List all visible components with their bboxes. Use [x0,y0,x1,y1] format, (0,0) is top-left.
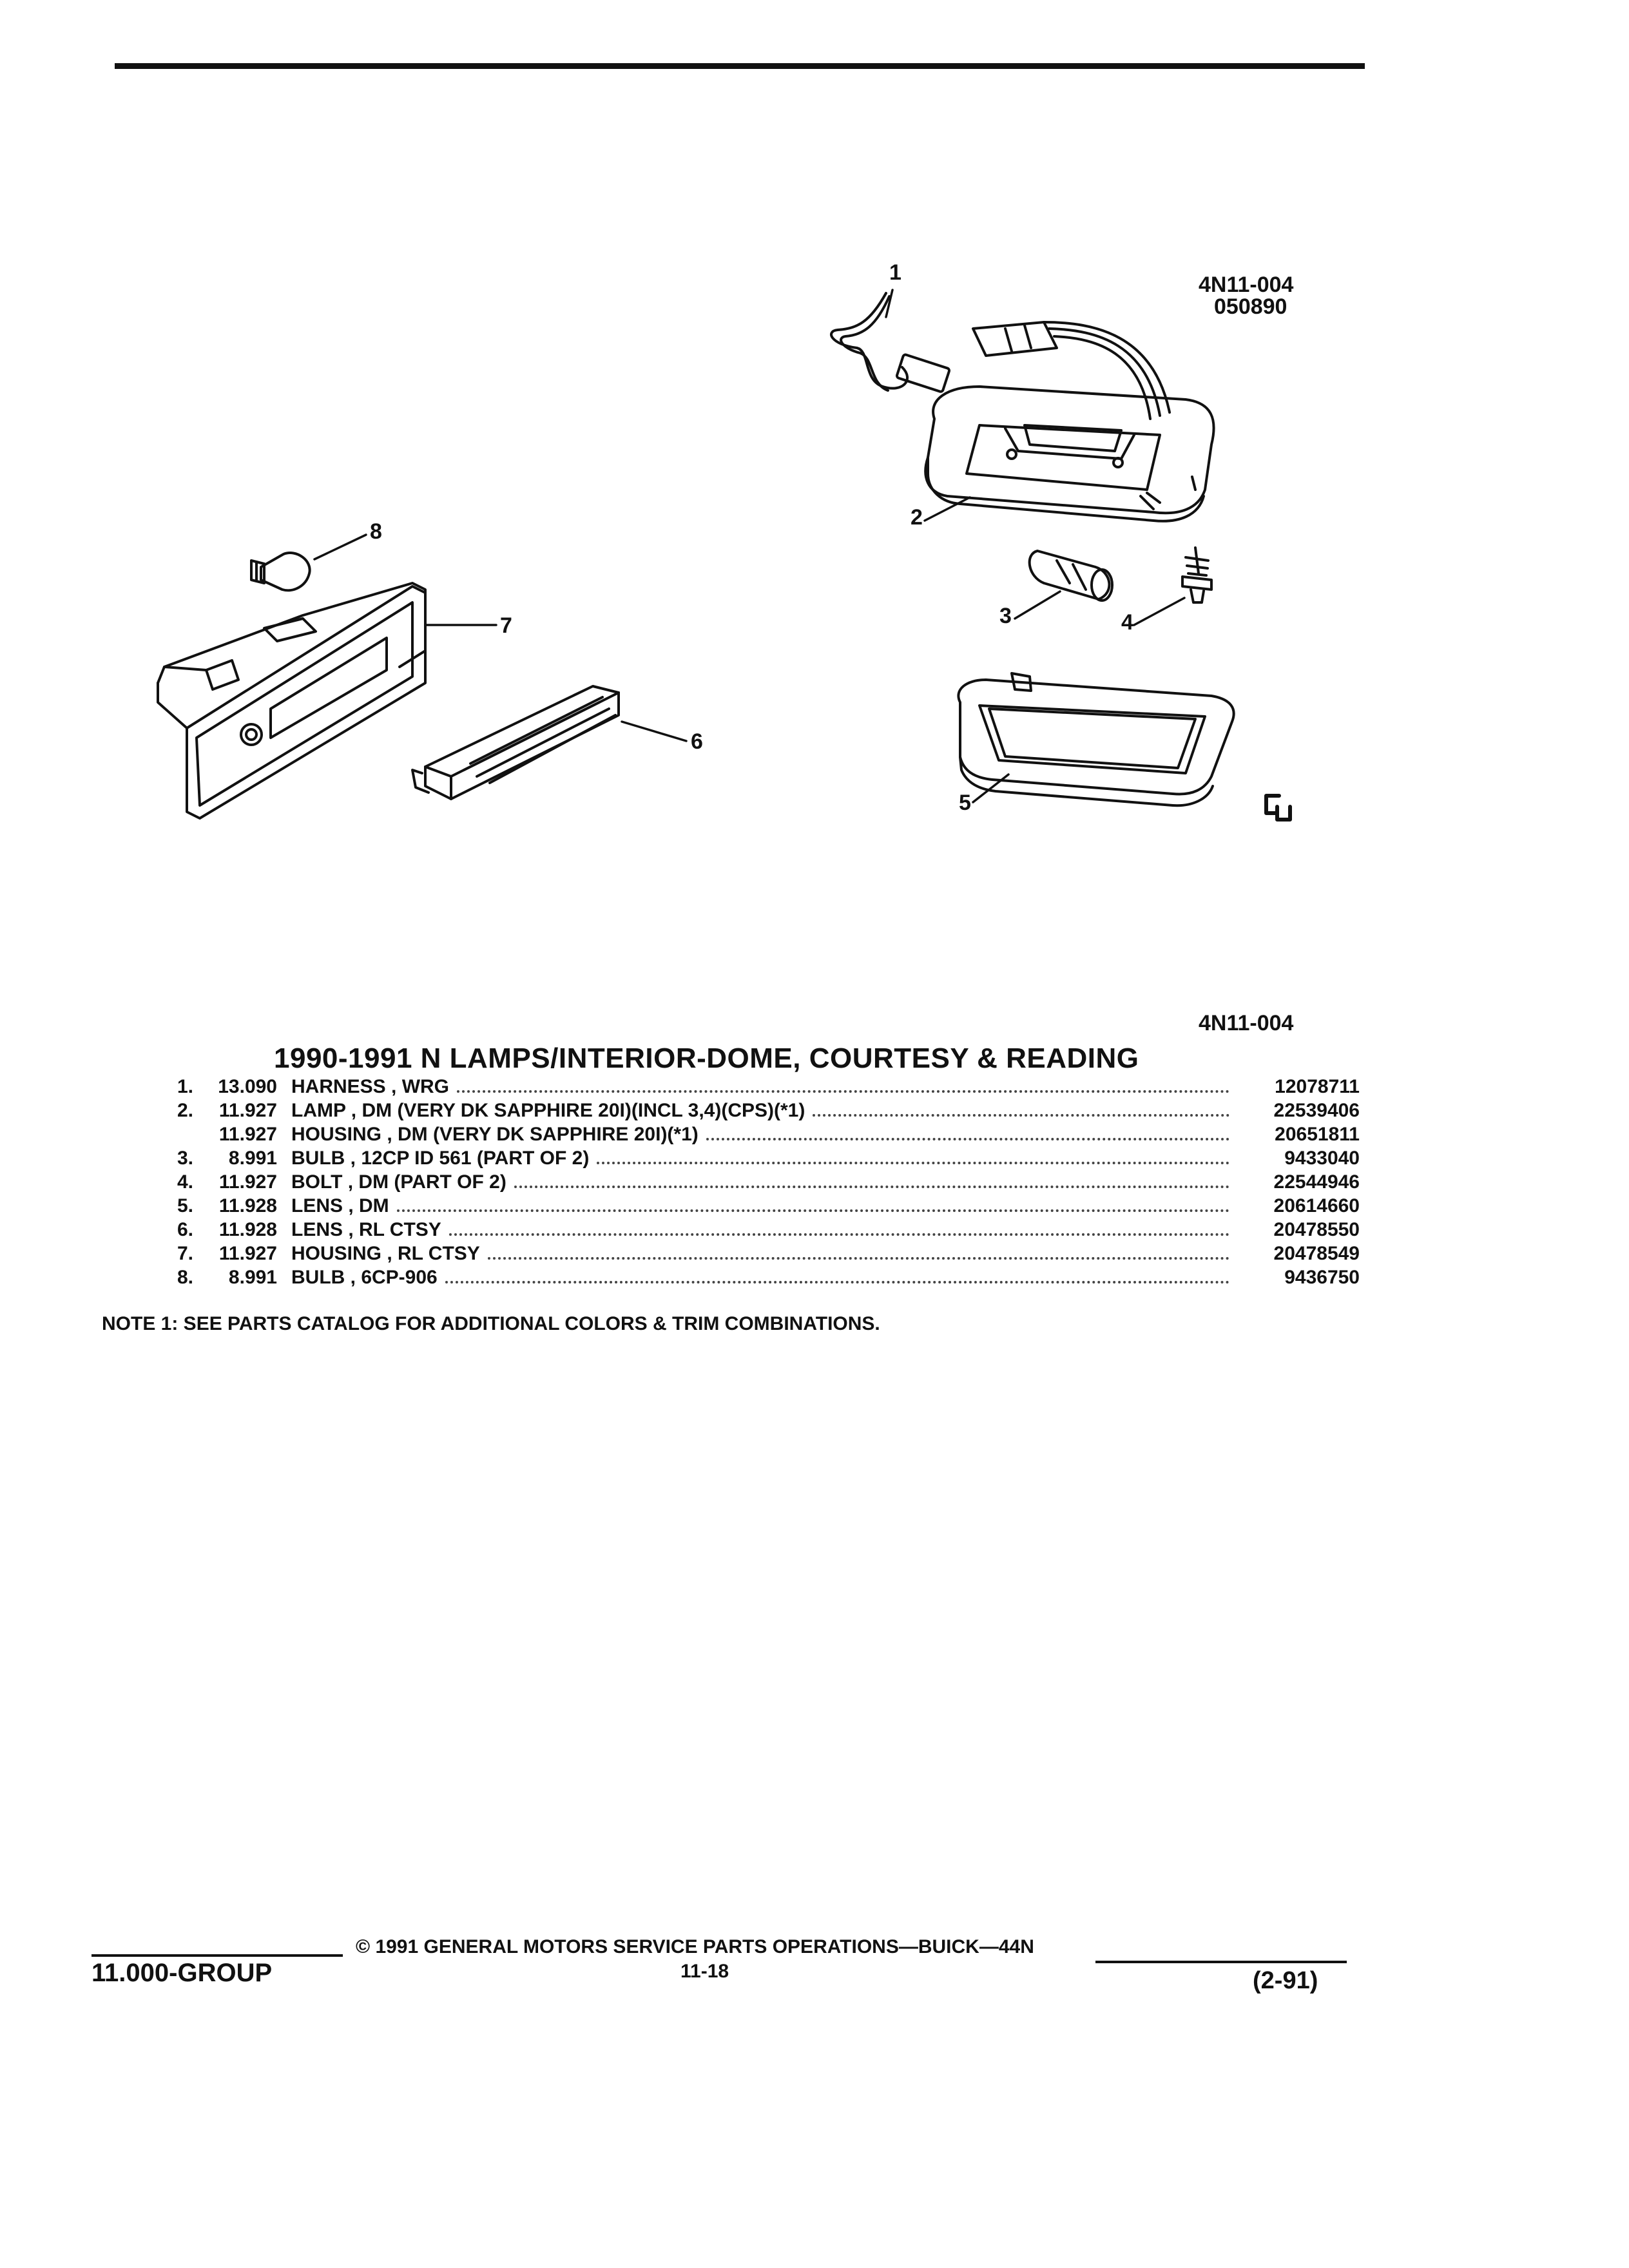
harness-drawing [831,293,1170,419]
group-number: 11.927 [218,1243,277,1264]
courtesy-bulb-drawing [251,553,310,590]
parts-row [161,1218,1360,1242]
courtesy-housing-drawing [158,583,425,818]
group-number: 8.991 [228,1148,277,1169]
part-number: 20614660 [1273,1195,1360,1216]
part-number: 20478549 [1273,1243,1360,1264]
part-description: LENS , DM [291,1195,389,1216]
item-number: 7. [177,1243,193,1264]
part-description: LENS , RL CTSY [291,1219,441,1240]
part-number: 12078711 [1275,1076,1360,1097]
leader-dots [397,1209,1229,1212]
part-description: HOUSING , RL CTSY [291,1243,480,1264]
dome-bulb-drawing [1030,551,1112,601]
leader-dots [445,1281,1229,1283]
callout-6: 6 [691,729,703,754]
footer-group: 11.000-GROUP [92,1959,273,1987]
dome-lens-drawing [958,673,1233,805]
item-number: 5. [177,1195,193,1216]
figure-id: 4N11-004 [1199,273,1294,297]
group-number: 13.090 [218,1076,277,1097]
callout-2: 2 [911,505,923,530]
courtesy-lens-drawing [412,686,619,799]
callout-8: 8 [370,519,382,544]
parts-row [161,1194,1360,1218]
footer-copyright: © 1991 GENERAL MOTORS SERVICE PARTS OPERATIONS—BUICK—44N [356,1936,1034,1957]
footer-page-number: 11-18 [680,1961,729,1982]
callout-1: 1 [889,260,901,285]
leader-lines [314,290,1184,802]
parts-row [161,1122,1360,1146]
part-description: HARNESS , WRG [291,1076,450,1097]
figure-date-code: 050890 [1214,294,1287,319]
footer-date: (2-91) [1253,1967,1318,1994]
callout-7: 7 [500,613,512,638]
leader-dots [457,1090,1229,1093]
part-number: 20478550 [1273,1219,1360,1240]
parts-row [161,1170,1360,1194]
callout-5: 5 [959,791,971,815]
part-description: BULB , 6CP-906 [291,1267,438,1288]
group-number: 11.928 [218,1195,277,1216]
footer-rule-right [1095,1961,1347,1963]
group-number: 11.927 [218,1171,277,1193]
part-description: LAMP , DM (VERY DK SAPPHIRE 20I)(INCL 3,4)(CPS)(*1) [291,1100,805,1121]
item-number: 4. [177,1171,193,1193]
parts-row [161,1265,1360,1289]
leader-dots [597,1162,1229,1164]
group-number: 11.927 [218,1124,277,1145]
item-number: 8. [177,1267,193,1288]
group-number: 11.928 [218,1219,277,1240]
item-number: 6. [177,1219,193,1240]
part-number: 9436750 [1284,1267,1360,1288]
dome-lamp-drawing [925,387,1213,521]
part-description: BULB , 12CP ID 561 (PART OF 2) [291,1148,590,1169]
group-number: 8.991 [228,1267,277,1288]
item-number: 1. [177,1076,193,1097]
gm-logo-icon [1266,796,1290,820]
group-number: 11.927 [218,1100,277,1121]
callout-4: 4 [1121,610,1133,635]
leader-dots [514,1186,1229,1188]
part-description: HOUSING , DM (VERY DK SAPPHIRE 20I)(*1) [291,1124,699,1145]
parts-list [161,1075,1360,1289]
part-description: BOLT , DM (PART OF 2) [291,1171,506,1193]
exploded-view-drawing [0,0,1629,902]
catalog-note: NOTE 1: SEE PARTS CATALOG FOR ADDITIONAL COLORS & TRIM COMBINATIONS. [102,1313,880,1334]
callout-3: 3 [999,604,1012,628]
leader-dots [706,1138,1229,1140]
leader-dots [813,1114,1229,1117]
part-number: 9433040 [1284,1148,1360,1169]
section-title: 1990-1991 N LAMPS/INTERIOR-DOME, COURTESY & READING [274,1043,1139,1074]
item-number: 2. [177,1100,193,1121]
part-number: 20651811 [1275,1124,1360,1145]
leader-dots [449,1233,1229,1236]
parts-row [161,1075,1360,1099]
bolt-drawing [1182,548,1211,602]
part-number: 22544946 [1273,1171,1360,1193]
part-number: 22539406 [1273,1100,1360,1121]
caption-figure-id: 4N11-004 [1199,1011,1294,1035]
parts-row [161,1099,1360,1122]
parts-row [161,1146,1360,1170]
footer-rule-left [92,1954,343,1957]
leader-dots [488,1257,1229,1260]
parts-row [161,1242,1360,1265]
item-number: 3. [177,1148,193,1169]
